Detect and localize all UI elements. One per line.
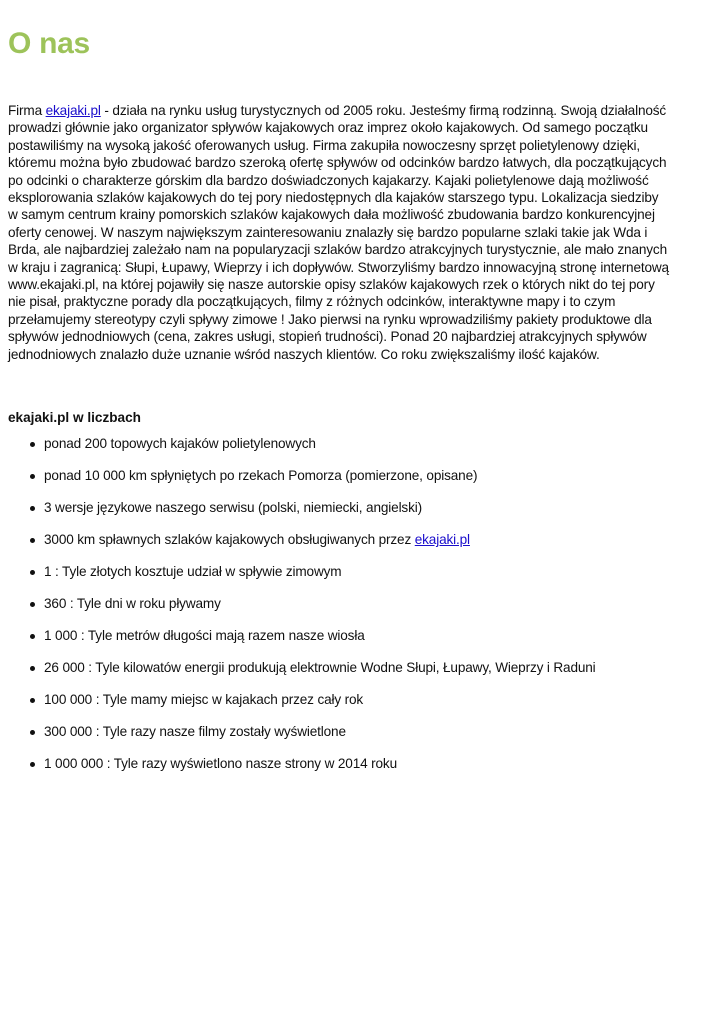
bullet-icon	[30, 506, 35, 511]
stats-list	[8, 435, 714, 773]
bullet-icon	[30, 762, 35, 767]
intro-paragraph	[8, 102, 670, 363]
list-item-text: ponad 10 000 km spłyniętych po rzekach Pomorza (pomierzone, opisane)	[44, 468, 478, 484]
list-item	[44, 627, 714, 645]
list-item	[44, 467, 714, 485]
bullet-icon	[30, 602, 35, 607]
bullet-icon	[30, 666, 35, 671]
bullet-icon	[30, 538, 35, 543]
intro-prefix: Firma	[8, 103, 46, 118]
list-item-text: 1 : Tyle złotych kosztuje udział w spływie zimowym	[44, 564, 342, 580]
list-item	[44, 595, 714, 613]
bullet-icon	[30, 442, 35, 447]
list-item-text: 3000 km spławnych szlaków kajakowych obsługiwanych przez	[44, 532, 415, 548]
bullet-icon	[30, 474, 35, 479]
list-item-text: 26 000 : Tyle kilowatów energii produkują elektrownie Wodne Słupi, Łupawy, Wieprzy i Raduni	[44, 660, 596, 676]
list-item-text: 3 wersje językowe naszego serwisu (polski, niemiecki, angielski)	[44, 500, 422, 516]
ekajaki-link[interactable]: ekajaki.pl	[45, 103, 101, 118]
list-item	[44, 691, 714, 709]
list-item-text: ponad 200 topowych kajaków polietylenowych	[44, 436, 316, 452]
list-item	[44, 563, 714, 581]
bullet-icon	[30, 570, 35, 575]
list-item	[44, 435, 714, 453]
stats-heading: ekajaki.pl w liczbach	[8, 410, 141, 426]
list-item-text: 100 000 : Tyle mamy miejsc w kajakach przez cały rok	[44, 692, 364, 708]
bullet-icon	[30, 698, 35, 703]
list-item-text: 360 : Tyle dni w roku pływamy	[44, 596, 221, 612]
list-item-text: 1 000 000 : Tyle razy wyświetlono nasze strony w 2014 roku	[44, 756, 397, 772]
list-item	[44, 755, 714, 773]
bullet-icon	[30, 730, 35, 735]
list-item	[44, 659, 714, 677]
list-item	[44, 531, 714, 549]
list-item-link[interactable]: ekajaki.pl	[414, 532, 470, 548]
list-item	[44, 723, 714, 741]
list-item-text: 300 000 : Tyle razy nasze filmy zostały wyświetlone	[44, 724, 346, 740]
page-title: O nas	[8, 27, 90, 60]
intro-body: - działa na rynku usług turystycznych od 2005 roku. Jesteśmy firmą rodzinną. Swoją działalność prowadzi głównie jako organizator spływów kajakowych oraz imprez około kajakowych. Od samego początku postawiliśmy na wysoką jakość oferowanych usług. Firma zakupiła nowoczesny sprzęt polietylenowy dzięki, któremu można było zbudować bardzo szeroką ofertę spływów od odcinków bardzo łatwych, dla początkujących po odcinki o charakterze górskim dla bardzo doświadczonych kajakarzy. Kajaki polietylenowe dają możliwość eksplorowania szlaków kajakowych do tej pory niedostępnych dla kajaków starszego typu. Lokalizacja siedziby w samym centrum krainy pomorskich szlaków kajakowych dała możliwość zbudowania bardzo konkurencyjnej oferty cenowej. W naszym największym zainteresowaniu znalazły się bardzo popularne szlaki takie jak Wda i Brda, ale najbardziej zależało nam na popularyzacji szlaków bardzo atrakcyjnych turystycznie, ale mało znanych w kraju i zagranicą: Słupi, Łupawy, Wieprzy i ich dopływów. Stworzyliśmy bardzo innowacyjną stronę internetową www.ekajaki.pl, na której pojawiły się nasze autorskie opisy szlaków kajakowych rzek o których nikt do tej pory nie pisał, praktyczne porady dla początkujących, filmy z różnych odcinków, interaktywne mapy i to czym przełamujemy stereotypy czyli spływy zimowe ! Jako pierwsi na rynku wprowadziliśmy pakiety produktowe dla spływów jednodniowych (cena, zakres usługi, stopień trudności). Ponad 20 najbardziej atrakcyjnych spływów jednodniowych znalazło duże uznanie wśród naszych klientów. Co roku zwiększaliśmy ilość kajaków.	[8, 103, 669, 362]
list-item-text: 1 000 : Tyle metrów długości mają razem nasze wiosła	[44, 628, 365, 644]
list-item	[44, 499, 714, 517]
bullet-icon	[30, 634, 35, 639]
